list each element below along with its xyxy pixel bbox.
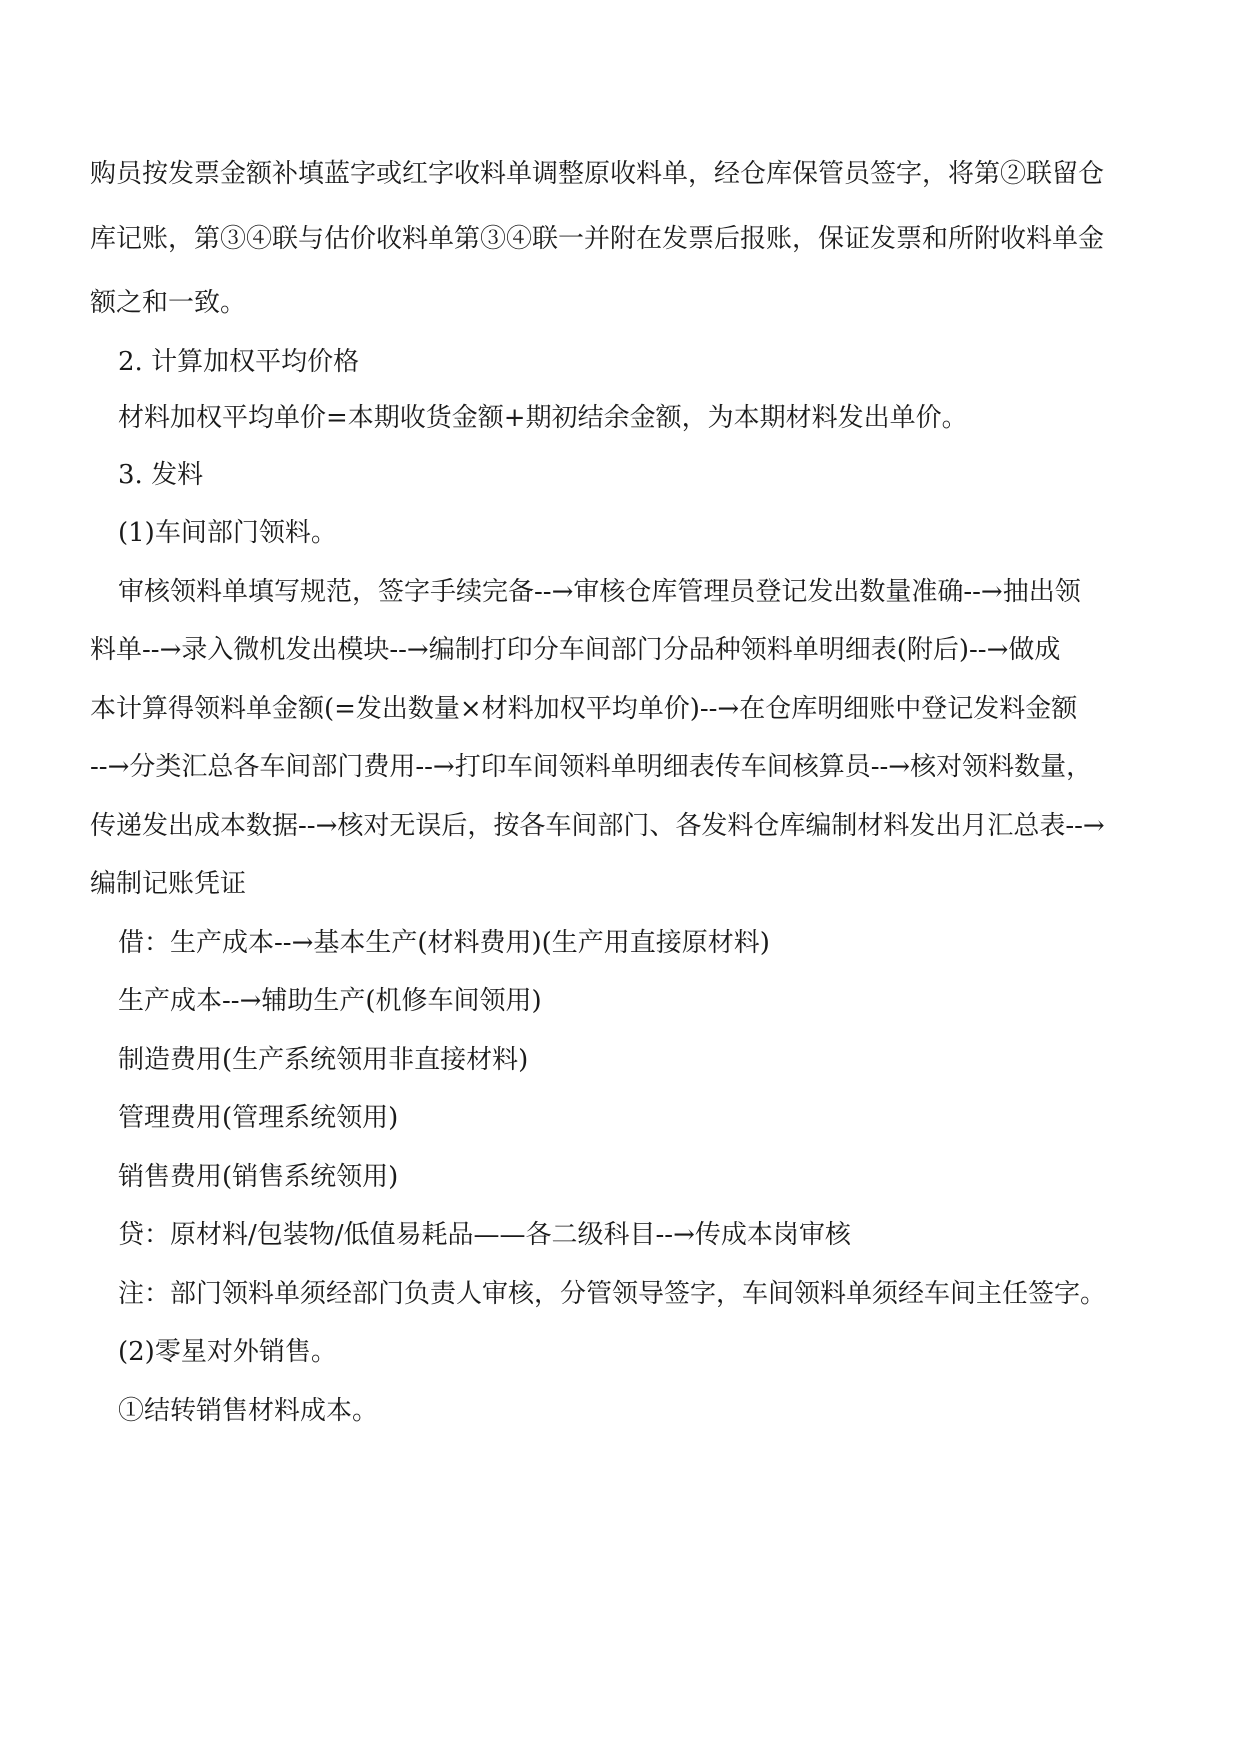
paragraph-line: 料单--→录入微机发出模块--→编制打印分车间部门分品种领料单明细表(附后)--→做成 xyxy=(90,635,1061,665)
section-heading: 3. 发料 xyxy=(118,459,204,490)
entry-line: 销售费用(销售系统领用) xyxy=(118,1161,399,1192)
note-line: 注：部门领料单须经部门负责人审核，分管领导签字，车间领料单须经车间主任签字。 xyxy=(118,1278,1107,1309)
paragraph-line: 额之和一致。 xyxy=(90,288,247,318)
entry-line: 借：生产成本--→基本生产(材料费用)(生产用直接原材料) xyxy=(118,927,770,958)
document-body xyxy=(90,156,1160,1443)
subsection-heading: ①结转销售材料成本。 xyxy=(118,1395,379,1426)
subsection-heading: (1)车间部门领料。 xyxy=(118,518,337,548)
paragraph-line: --→分类汇总各车间部门费用--→打印车间领料单明细表传车间核算员--→核对领料数量， xyxy=(90,752,1093,782)
entry-line: 生产成本--→辅助生产(机修车间领用) xyxy=(118,986,542,1016)
subsection-heading: (2)零星对外销售。 xyxy=(118,1337,337,1367)
paragraph-line: 本计算得领料单金额(=发出数量×材料加权平均单价)--→在仓库明细账中登记发料金额 xyxy=(90,693,1078,724)
section-heading: 2. 计算加权平均价格 xyxy=(118,346,360,377)
entry-line: 制造费用(生产系统领用非直接材料) xyxy=(118,1044,529,1075)
paragraph-line: 编制记账凭证 xyxy=(90,869,247,899)
paragraph-line: 购员按发票金额补填蓝字或红字收料单调整原收料单，经仓库保管员签字，将第②联留仓 xyxy=(90,159,1105,189)
formula-text: 材料加权平均单价=本期收货金额+期初结余金额，为本期材料发出单价。 xyxy=(118,403,968,433)
paragraph-line: 审核领料单填写规范，签字手续完备--→审核仓库管理员登记发出数量准确--→抽出领 xyxy=(118,576,1081,607)
paragraph-line: 库记账，第③④联与估价收料单第③④联一并附在发票后报账，保证发票和所附收料单金 xyxy=(90,223,1105,254)
paragraph-line: 传递发出成本数据--→核对无误后，按各车间部门、各发料仓库编制材料发出月汇总表--→ xyxy=(90,810,1105,841)
entry-line: 管理费用(管理系统领用) xyxy=(118,1103,399,1133)
entry-line: 贷：原材料/包装物/低值易耗品——各二级科目--→传成本岗审核 xyxy=(118,1220,851,1250)
